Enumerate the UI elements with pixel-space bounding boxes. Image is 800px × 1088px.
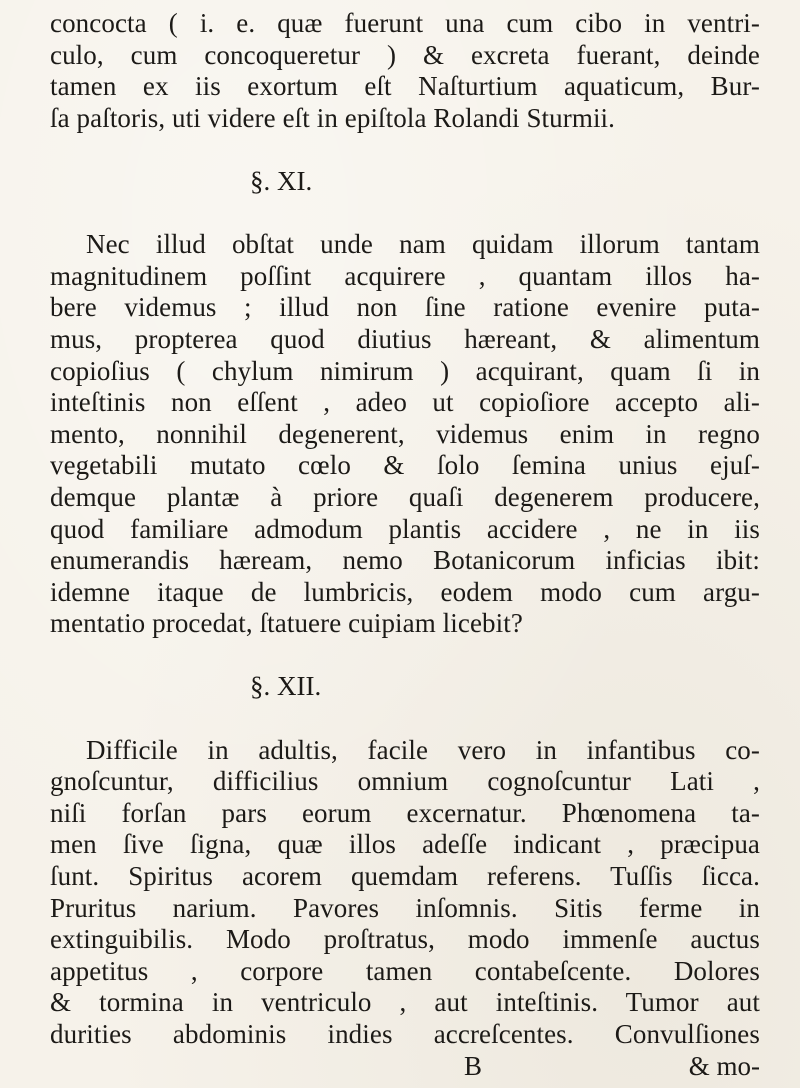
text-line: copioſius ( chylum nimirum ) acquirant, quam ſi in [50,355,760,386]
text-line: mus, propterea quod diutius hæreant, & alimentum [50,323,760,354]
text-line: vegetabili mutato cœlo & ſolo ſemina unius ejuſ- [50,450,760,481]
text-line: mento, nonnihil degenerent, videmus enim in regno [50,418,760,449]
text-line: inteſtinis non eſſent , adeo ut copioſiore accepto ali- [50,387,760,418]
text-line: quod familiare admodum plantis accidere , ne in iis [50,513,760,544]
text-line: appetitus , corpore tamen contabeſcente. Dolores [50,955,760,986]
text-line: culo, cum concoqueretur ) & excreta fuerant, deinde [50,39,760,70]
text-line: Nec illud obſtat unde nam quidam illorum tantam [86,229,760,260]
section-heading-12: §. XII. [250,671,322,702]
paragraph-3 [50,735,760,1051]
text-line: idemne itaque de lumbricis, eodem modo cum argu- [50,576,760,607]
text-line: ſunt. Spiritus acorem quemdam referens. Tuſſis ſicca. [50,861,760,892]
paragraph-2 [50,229,760,640]
text-line: men ſive ſigna, quæ illos adeſſe indicant , præcipua [50,829,760,860]
text-line: durities abdominis indies accreſcentes. Convulſiones [50,1019,760,1049]
text-line: Pruritus narium. Pavores inſomnis. Sitis ferme in [50,892,760,923]
text-line: extinguibilis. Modo proſtratus, modo immenſe auctus [50,924,760,955]
page-text [50,8,760,1082]
section-heading-11: §. XI. [250,165,313,196]
text-line: magnitudinem poſſint acquirere , quantam illos ha- [50,260,760,291]
text-line: demque plantæ à priore quaſi degenerem producere, [50,481,760,512]
text-line: Difficile in adultis, facile vero in infantibus co- [86,734,760,765]
page-footer [50,1051,760,1083]
catchword: & mo- [688,1050,760,1081]
signature-mark: B [464,1050,483,1081]
paragraph-1 [50,8,760,134]
text-line: gnoſcuntur, difficilius omnium cognoſcuntur Lati , [50,766,760,797]
text-line: ſa paſtoris, uti videre eſt in epiſtola Rolandi Sturmii. [50,102,616,133]
text-line: enumerandis hæream, nemo Botanicorum inficias ibit: [50,545,760,576]
text-line: mentatio procedat, ſtatuere cuipiam licebit? [50,608,523,639]
text-line: bere videmus ; illud non ſine ratione evenire puta- [50,292,760,323]
text-line: & tormina in ventriculo , aut inteſtinis. Tumor aut [50,987,760,1018]
text-line: concocta ( i. e. quæ fuerunt una cum cibo in ventri- [50,8,760,38]
text-line: tamen ex iis exortum eſt Naſturtium aquaticum, Bur- [50,71,760,102]
text-line: niſi forſan pars eorum excernatur. Phœnomena ta- [50,797,760,828]
